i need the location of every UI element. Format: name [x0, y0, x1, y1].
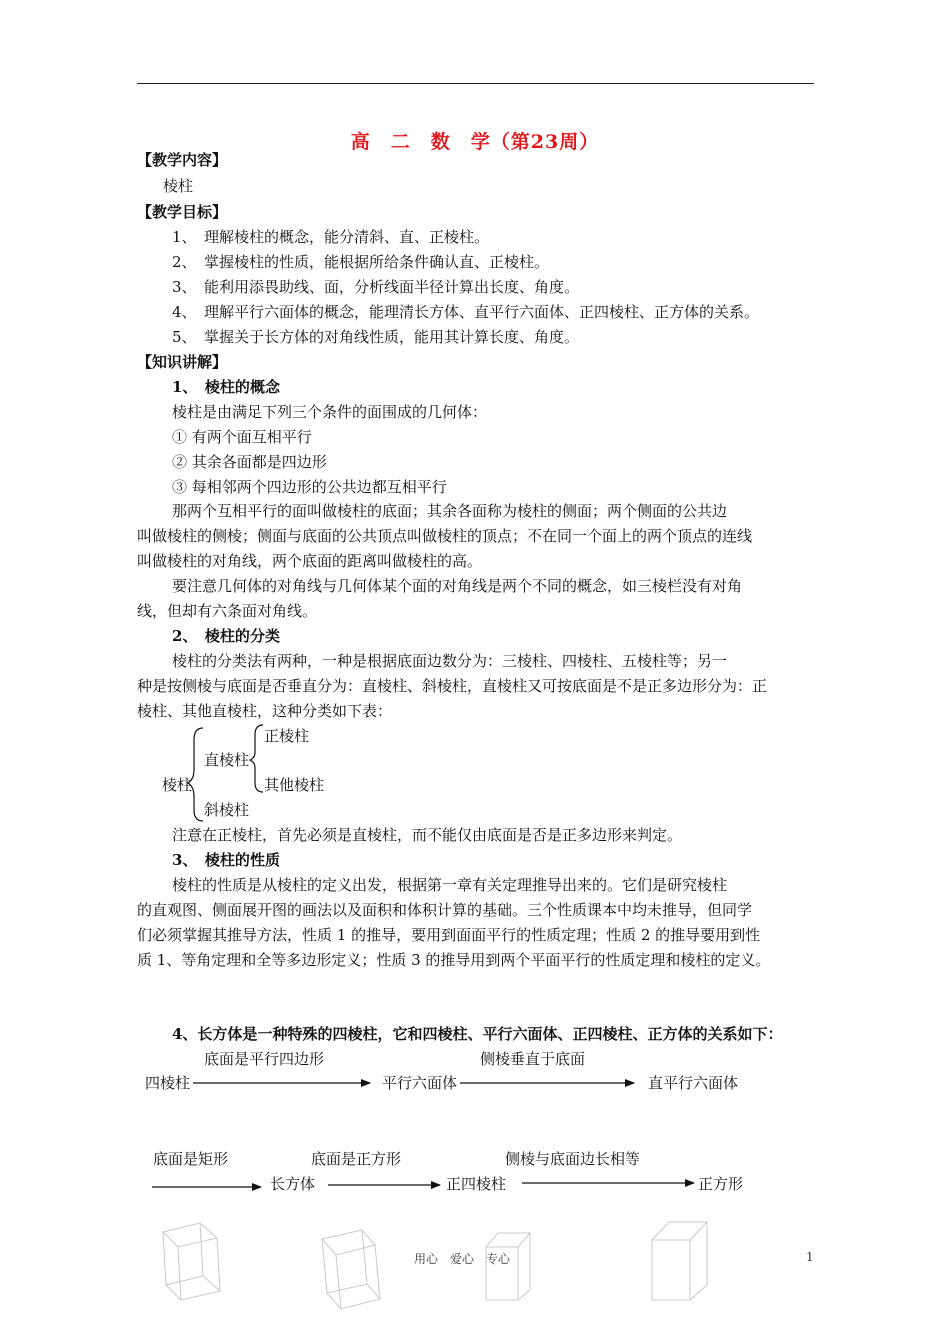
tree-straight: 直棱柱: [204, 751, 250, 769]
paragraph-line: 们必须掌握其推导方法，性质 1 的推导，要用到面面平行的性质定理；性质 2 的推导要用到性: [137, 926, 761, 944]
paragraph-line: 棱柱的分类法有两种，一种是根据底面边数分为：三棱柱、四棱柱、五棱柱等；另一: [172, 652, 728, 670]
part2-note: 注意在正棱柱，首先必须是直棱柱，而不能仅由底面是否是正多边形来判定。: [172, 826, 683, 844]
relation-node: 直平行六面体: [648, 1074, 739, 1092]
goal-item: 3、 能利用添畏助线、面，分析线面半径计算出长度、角度。: [172, 278, 580, 296]
relation-node: 长方体: [270, 1175, 316, 1193]
part3-heading: 3、 棱柱的性质: [172, 851, 280, 869]
relation-node: 正四棱柱: [446, 1175, 507, 1193]
page-title: 高 二 数 学（第23周）: [350, 131, 600, 153]
paragraph-line: 叫做棱柱的对角线，两个底面的距离叫做棱柱的高。: [137, 552, 483, 570]
relation-node: 四棱柱: [145, 1074, 191, 1092]
paragraph-line: 那两个互相平行的面叫做棱柱的底面；其余各面称为棱柱的侧面；两个侧面的公共边: [172, 502, 728, 520]
relation-node: 平行六面体: [382, 1074, 458, 1092]
goal-item: 1、 理解棱柱的概念，能分清斜、直、正棱柱。: [172, 228, 490, 246]
part1-heading: 1、 棱柱的概念: [172, 378, 280, 396]
relation-node: 正方形: [698, 1175, 744, 1193]
tree-regular: 正棱柱: [264, 727, 310, 745]
paragraph-line: 棱柱、其他直棱柱，这种分类如下表：: [137, 702, 393, 720]
part4-heading: 4、长方体是一种特殊的四棱柱，它和四棱柱、平行六面体、正四棱柱、正方体的关系如下：: [172, 1025, 783, 1043]
knowledge-header: 【知识讲解】: [137, 353, 228, 371]
condition-item: ③ 每相邻两个四边形的公共边都互相平行: [172, 478, 447, 496]
paragraph-line: 棱柱的性质是从棱柱的定义出发，根据第一章有关定理推导出来的。它们是研究棱柱: [172, 876, 728, 894]
relation-label: 底面是矩形: [153, 1150, 229, 1168]
goal-item: 4、 理解平行六面体的概念，能理清长方体、直平行六面体、正四棱柱、正方体的关系。: [172, 303, 760, 321]
relation-label: 侧棱与底面边长相等: [505, 1150, 641, 1168]
content-text: 棱柱: [163, 177, 194, 195]
relation-label: 底面是平行四边形: [204, 1050, 325, 1068]
prism-sketch-4: [652, 1222, 707, 1300]
tree-root: 棱柱: [162, 776, 193, 794]
condition-item: ② 其余各面都是四边形: [172, 453, 327, 471]
tree-other: 其他棱柱: [264, 776, 325, 794]
paragraph-line: 叫做棱柱的侧棱；侧面与底面的公共顶点叫做棱柱的顶点；不在同一个面上的两个顶点的连线: [137, 527, 753, 545]
condition-item: ① 有两个面互相平行: [172, 428, 312, 446]
relation-label: 底面是正方形: [311, 1150, 402, 1168]
prism-sketch-1: [163, 1223, 220, 1300]
page-number: 1: [806, 1250, 814, 1264]
part2-heading: 2、 棱柱的分类: [172, 627, 280, 645]
footer-motto: 用心 爱心 专心: [414, 1252, 511, 1266]
paragraph-line: 质 1、等角定理和全等多边形定义；性质 3 的推导用到两个平面平行的性质定理和棱柱的定义。: [137, 951, 771, 969]
paragraph-line: 要注意几何体的对角线与几何体某个面的对角线是两个不同的概念，如三棱栏没有对角: [172, 577, 743, 595]
goal-item: 5、 掌握关于长方体的对角线性质，能用其计算长度、角度。: [172, 328, 580, 346]
tree-oblique: 斜棱柱: [204, 801, 250, 819]
part1-intro: 棱柱是由满足下列三个条件的面围成的几何体：: [172, 403, 488, 421]
prism-sketch-2: [322, 1230, 380, 1309]
paragraph-line: 线，但却有六条面对角线。: [137, 602, 318, 620]
paragraph-line: 种是按侧棱与底面是否垂直分为：直棱柱、斜棱柱，直棱柱又可按底面是不是正多边形分为：正: [137, 677, 768, 695]
relation-label: 侧棱垂直于底面: [480, 1050, 586, 1068]
goals-header: 【教学目标】: [137, 203, 228, 221]
paragraph-line: 的直观图、侧面展开图的画法以及面积和体积计算的基础。三个性质课本中均未推导，但同学: [137, 901, 753, 919]
content-header: 【教学内容】: [137, 151, 228, 169]
goal-item: 2、 掌握棱柱的性质，能根据所给条件确认直、正棱柱。: [172, 253, 550, 271]
